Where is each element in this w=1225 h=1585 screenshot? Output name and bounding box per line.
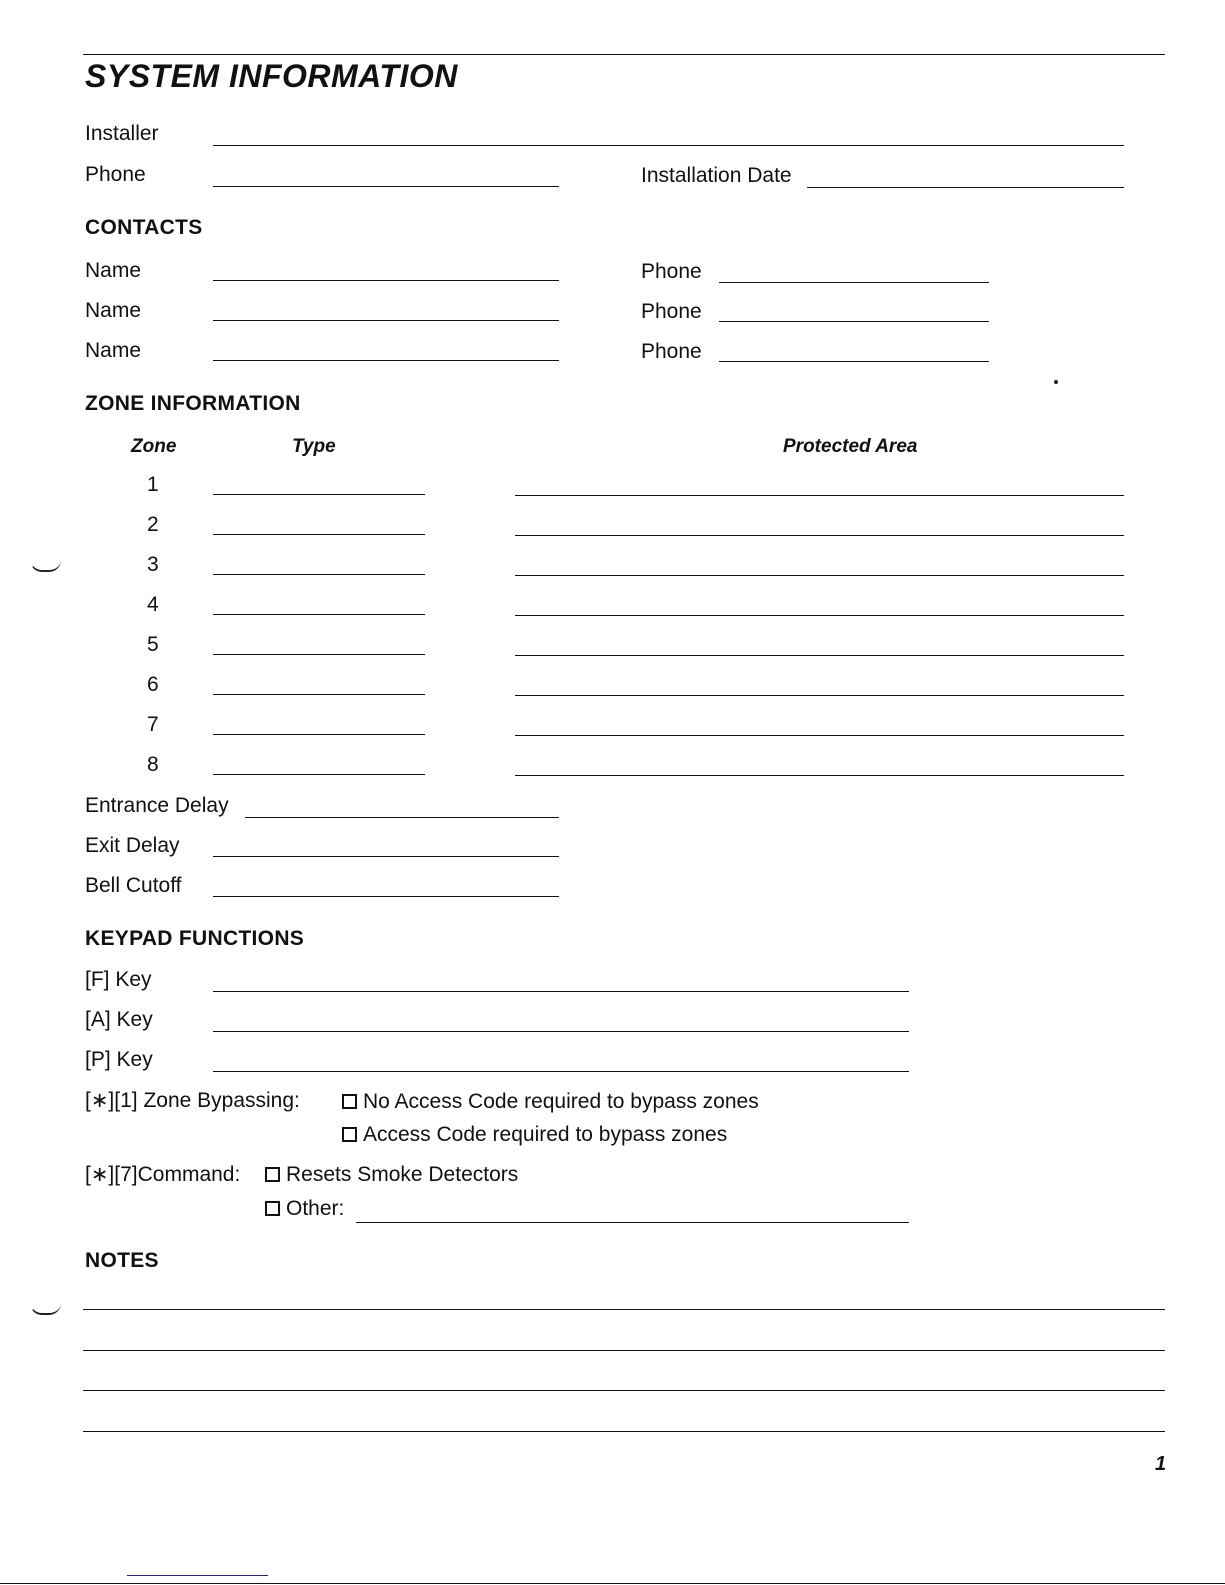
zone-protected-area-field[interactable] bbox=[515, 615, 1124, 616]
installation-date-label: Installation Date bbox=[641, 164, 792, 187]
zone-type-field[interactable] bbox=[213, 654, 425, 655]
binding-mark bbox=[30, 1303, 61, 1315]
a-key-field[interactable] bbox=[213, 1031, 909, 1032]
notes-line[interactable] bbox=[83, 1309, 1165, 1310]
option-label: Resets Smoke Detectors bbox=[286, 1163, 519, 1186]
entrance-delay-field[interactable] bbox=[245, 817, 559, 818]
type-column-header: Type bbox=[292, 436, 336, 457]
protected-area-column-header: Protected Area bbox=[783, 436, 918, 457]
a-key-label: [A] Key bbox=[85, 1008, 153, 1031]
contact-phone-label: Phone bbox=[641, 260, 702, 283]
notes-line[interactable] bbox=[83, 1390, 1165, 1391]
zone-protected-area-field[interactable] bbox=[515, 575, 1124, 576]
zone-type-field[interactable] bbox=[213, 694, 425, 695]
checkbox[interactable] bbox=[342, 1127, 357, 1142]
top-rule bbox=[83, 54, 1165, 55]
command-label: [∗][7]Command: bbox=[85, 1163, 241, 1186]
p-key-field[interactable] bbox=[213, 1071, 909, 1072]
zone-protected-area-field[interactable] bbox=[515, 775, 1124, 776]
contact-name-label: Name bbox=[85, 339, 142, 362]
installer-phone-field[interactable] bbox=[213, 186, 559, 187]
installation-date-field[interactable] bbox=[807, 187, 1124, 188]
contact-phone-label: Phone bbox=[641, 300, 702, 323]
zone-type-field[interactable] bbox=[213, 574, 425, 575]
contact-name-field[interactable] bbox=[213, 320, 559, 321]
zone-column-header: Zone bbox=[131, 436, 177, 457]
notes-line[interactable] bbox=[83, 1350, 1165, 1351]
contacts-heading: CONTACTS bbox=[85, 216, 203, 239]
other-field[interactable] bbox=[356, 1222, 909, 1223]
f-key-label: [F] Key bbox=[85, 968, 152, 991]
zone-type-field[interactable] bbox=[213, 774, 425, 775]
other-option[interactable] bbox=[265, 1197, 344, 1221]
page-title: SYSTEM INFORMATION bbox=[85, 58, 458, 94]
notes-line[interactable] bbox=[83, 1431, 1165, 1432]
zone-number: 7 bbox=[147, 713, 159, 736]
p-key-label: [P] Key bbox=[85, 1048, 153, 1071]
entrance-delay-label: Entrance Delay bbox=[85, 794, 229, 817]
bottom-border bbox=[0, 1583, 1225, 1584]
contact-name-field[interactable] bbox=[213, 360, 559, 361]
zone-protected-area-field[interactable] bbox=[515, 535, 1124, 536]
zone-protected-area-field[interactable] bbox=[515, 735, 1124, 736]
contact-name-field[interactable] bbox=[213, 280, 559, 281]
contact-name-label: Name bbox=[85, 259, 142, 282]
zone-number: 2 bbox=[147, 513, 159, 536]
checkbox[interactable] bbox=[265, 1201, 280, 1216]
zone-information-heading: ZONE INFORMATION bbox=[85, 392, 301, 415]
zone-type-field[interactable] bbox=[213, 734, 425, 735]
checkbox[interactable] bbox=[342, 1094, 357, 1109]
zone-protected-area-field[interactable] bbox=[515, 495, 1124, 496]
contact-phone-label: Phone bbox=[641, 340, 702, 363]
zone-type-field[interactable] bbox=[213, 494, 425, 495]
zone-type-field[interactable] bbox=[213, 614, 425, 615]
zone-number: 1 bbox=[147, 473, 159, 496]
page-number: 1 bbox=[1155, 1453, 1167, 1475]
exit-delay-field[interactable] bbox=[213, 856, 559, 857]
zone-number: 8 bbox=[147, 753, 159, 776]
binding-mark bbox=[30, 560, 61, 572]
f-key-field[interactable] bbox=[213, 991, 909, 992]
exit-delay-label: Exit Delay bbox=[85, 834, 180, 857]
bell-cutoff-label: Bell Cutoff bbox=[85, 874, 182, 897]
contact-phone-field[interactable] bbox=[719, 282, 989, 283]
option-label: No Access Code required to bypass zones bbox=[363, 1090, 759, 1113]
zone-type-field[interactable] bbox=[213, 534, 425, 535]
bell-cutoff-field[interactable] bbox=[213, 896, 559, 897]
stray-dot bbox=[1054, 380, 1058, 384]
no-access-code-option[interactable] bbox=[342, 1090, 759, 1114]
link-underline bbox=[127, 1575, 268, 1576]
option-label: Other: bbox=[286, 1197, 345, 1220]
zone-protected-area-field[interactable] bbox=[515, 655, 1124, 656]
notes-heading: NOTES bbox=[85, 1249, 159, 1272]
contact-phone-field[interactable] bbox=[719, 321, 989, 322]
checkbox[interactable] bbox=[265, 1167, 280, 1182]
installer-phone-label: Phone bbox=[85, 163, 146, 186]
option-label: Access Code required to bypass zones bbox=[363, 1123, 728, 1146]
resets-smoke-detectors-option[interactable] bbox=[265, 1163, 518, 1187]
zone-number: 5 bbox=[147, 633, 159, 656]
contact-name-label: Name bbox=[85, 299, 142, 322]
zone-bypassing-label: [∗][1] Zone Bypassing: bbox=[85, 1089, 300, 1112]
zone-number: 6 bbox=[147, 673, 159, 696]
zone-protected-area-field[interactable] bbox=[515, 695, 1124, 696]
keypad-functions-heading: KEYPAD FUNCTIONS bbox=[85, 927, 305, 950]
installer-field[interactable] bbox=[213, 145, 1124, 146]
access-code-option[interactable] bbox=[342, 1123, 727, 1147]
zone-number: 3 bbox=[147, 553, 159, 576]
installer-label: Installer bbox=[85, 122, 159, 145]
zone-number: 4 bbox=[147, 593, 159, 616]
contact-phone-field[interactable] bbox=[719, 361, 989, 362]
